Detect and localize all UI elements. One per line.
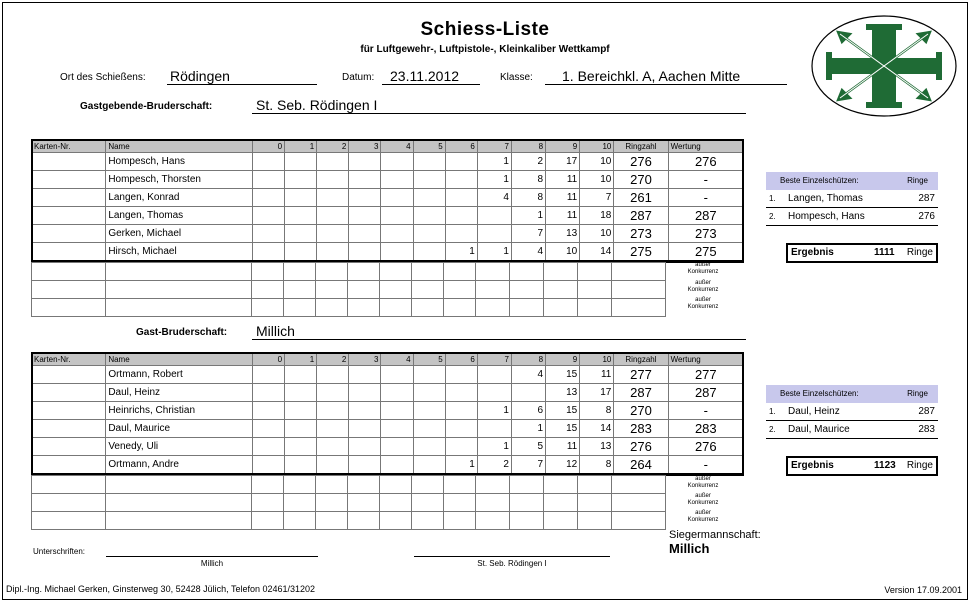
karten-cell [32, 225, 106, 243]
score-cell-1 [285, 207, 317, 225]
karten-cell [32, 384, 106, 402]
page-subtitle: für Luftgewehr-, Luftpistole-, Kleinkaliber Wettkampf [360, 44, 610, 55]
score-cell-0 [252, 225, 284, 243]
bruderschaft-logo-icon [810, 14, 958, 118]
score-cell-8: 5 [511, 438, 545, 456]
col-karten: Karten-Nr. [32, 140, 106, 153]
table-row [32, 207, 744, 225]
winner-label: Siegermannschaft: [669, 529, 761, 541]
score-cell-5 [413, 366, 445, 384]
score-cell-9: 12 [546, 456, 580, 474]
shooter-name: Hompesch, Thorsten [106, 171, 253, 189]
score-cell-10: 7 [580, 189, 614, 207]
col-score-8: 8 [511, 353, 545, 366]
shooter-name: Ortmann, Andre [106, 456, 253, 474]
col-score-6: 6 [445, 353, 477, 366]
signature-right: St. Seb. Rödingen I [477, 559, 547, 568]
wertung-cell: - [668, 171, 743, 189]
karten-cell [32, 153, 106, 171]
score-cell-3 [349, 225, 381, 243]
score-cell-10: 13 [580, 438, 614, 456]
score-cell-5 [413, 189, 445, 207]
table-row [32, 171, 744, 189]
score-cell-1 [285, 366, 317, 384]
score-cell-0 [252, 366, 284, 384]
score-cell-5 [413, 456, 445, 474]
score-cell-0 [252, 171, 284, 189]
shooter-name: Gerken, Michael [106, 225, 253, 243]
col-score-5: 5 [413, 140, 445, 153]
shooter-name: Daul, Heinz [106, 384, 253, 402]
karten-cell [32, 243, 106, 261]
score-cell-8: 7 [511, 225, 545, 243]
score-cell-10: 10 [580, 225, 614, 243]
score-cell-9: 17 [546, 153, 580, 171]
karten-cell [32, 171, 106, 189]
score-cell-9: 11 [546, 207, 580, 225]
ringzahl-cell: 264 [614, 456, 668, 474]
guest-best-row-1: 1. Daul, Heinz 287 [766, 403, 938, 421]
footer-credit: Dipl.-Ing. Michael Gerken, Ginsterweg 30, 52428 Jülich, Telefon 02461/31202 [6, 584, 316, 594]
ringzahl-cell: 275 [614, 243, 668, 261]
col-karten: Karten-Nr. [32, 353, 106, 366]
score-cell-8: 1 [511, 207, 545, 225]
ausser-konkurrenz-note: außer Konkurrenz [687, 280, 719, 293]
score-cell-6: 1 [445, 243, 477, 261]
table-row [32, 512, 666, 530]
ringzahl-cell: 273 [614, 225, 668, 243]
score-cell-10: 8 [580, 456, 614, 474]
ringzahl-cell: 270 [614, 402, 668, 420]
score-cell-0 [252, 402, 284, 420]
col-ringzahl: Ringzahl [614, 140, 668, 153]
score-cell-10: 14 [580, 243, 614, 261]
score-cell-10: 10 [580, 171, 614, 189]
wertung-cell: 287 [668, 207, 743, 225]
score-cell-3 [349, 171, 381, 189]
col-score-3: 3 [349, 140, 381, 153]
col-score-2: 2 [317, 353, 349, 366]
score-cell-6 [445, 366, 477, 384]
score-cell-2 [317, 225, 349, 243]
shooter-name: Langen, Thomas [106, 207, 253, 225]
score-cell-8: 4 [511, 243, 545, 261]
col-score-9: 9 [546, 353, 580, 366]
karten-cell [32, 366, 106, 384]
score-cell-5 [413, 402, 445, 420]
table-row [32, 402, 744, 420]
guest-team-label: Gast-Bruderschaft: [136, 327, 228, 338]
ringzahl-cell: 270 [614, 171, 668, 189]
score-cell-0 [252, 153, 284, 171]
col-name: Name [106, 353, 253, 366]
wertung-cell: 276 [668, 153, 743, 171]
score-cell-8: 4 [511, 366, 545, 384]
score-cell-4 [381, 420, 413, 438]
score-cell-9: 13 [546, 225, 580, 243]
score-cell-2 [317, 243, 349, 261]
score-cell-5 [413, 243, 445, 261]
score-cell-0 [252, 189, 284, 207]
home-score-table [31, 139, 744, 262]
score-cell-4 [381, 366, 413, 384]
score-cell-7 [477, 207, 511, 225]
score-cell-10: 18 [580, 207, 614, 225]
score-cell-2 [317, 402, 349, 420]
home-ergebnis: Ergebnis 1111 Ringe [786, 243, 938, 263]
ort-value: Rödingen [170, 68, 230, 84]
home-best-row-2: 2. Hompesch, Hans 276 [766, 208, 938, 226]
table-row [32, 456, 744, 474]
col-score-7: 7 [477, 353, 511, 366]
score-cell-0 [252, 243, 284, 261]
score-cell-6 [445, 225, 477, 243]
score-cell-7 [477, 366, 511, 384]
table-row [32, 299, 666, 317]
score-cell-1 [285, 420, 317, 438]
score-cell-6 [445, 402, 477, 420]
score-cell-3 [349, 207, 381, 225]
score-cell-5 [413, 420, 445, 438]
score-cell-5 [413, 225, 445, 243]
score-cell-1 [285, 456, 317, 474]
home-team-label: Gastgebende-Bruderschaft: [80, 101, 213, 112]
score-cell-9: 15 [546, 420, 580, 438]
score-cell-3 [349, 402, 381, 420]
score-cell-8: 2 [511, 153, 545, 171]
home-extra-rows [31, 262, 666, 317]
wertung-cell: - [668, 456, 743, 474]
klasse-value: 1. Bereichkl. A, Aachen Mitte [562, 68, 741, 84]
score-cell-7: 1 [477, 153, 511, 171]
table-row [32, 225, 744, 243]
datum-value: 23.11.2012 [390, 68, 460, 84]
table-row [32, 438, 744, 456]
score-cell-5 [413, 438, 445, 456]
shooter-name: Hompesch, Hans [106, 153, 253, 171]
col-score-4: 4 [381, 353, 413, 366]
score-cell-3 [349, 420, 381, 438]
score-cell-7 [477, 420, 511, 438]
score-cell-3 [349, 366, 381, 384]
ausser-konkurrenz-note: außer Konkurrenz [687, 297, 719, 310]
score-cell-6 [445, 189, 477, 207]
table-row [32, 476, 666, 494]
col-score-4: 4 [381, 140, 413, 153]
score-cell-0 [252, 207, 284, 225]
score-cell-2 [317, 420, 349, 438]
score-cell-4 [381, 243, 413, 261]
score-cell-8: 6 [511, 402, 545, 420]
table-row [32, 420, 744, 438]
score-cell-6 [445, 171, 477, 189]
karten-cell [32, 456, 106, 474]
wertung-cell: 283 [668, 420, 743, 438]
col-score-2: 2 [317, 140, 349, 153]
score-cell-1 [285, 402, 317, 420]
score-cell-2 [317, 207, 349, 225]
ringzahl-cell: 261 [614, 189, 668, 207]
score-cell-3 [349, 153, 381, 171]
table-row [32, 189, 744, 207]
score-cell-1 [285, 438, 317, 456]
col-score-0: 0 [252, 353, 284, 366]
karten-cell [32, 402, 106, 420]
winner-name: Millich [669, 541, 710, 556]
score-cell-4 [381, 456, 413, 474]
karten-cell [32, 189, 106, 207]
score-cell-0 [252, 384, 284, 402]
score-cell-5 [413, 384, 445, 402]
score-cell-5 [413, 153, 445, 171]
score-cell-2 [317, 384, 349, 402]
home-best-header: Beste Einzelschützen: Ringe [766, 172, 938, 190]
score-cell-0 [252, 456, 284, 474]
shooter-name: Venedy, Uli [106, 438, 253, 456]
col-score-10: 10 [580, 353, 614, 366]
ringzahl-cell: 276 [614, 438, 668, 456]
score-cell-1 [285, 225, 317, 243]
footer-version: Version 17.09.2001 [884, 585, 962, 595]
table-row [32, 494, 666, 512]
table-row [32, 263, 666, 281]
wertung-cell: 277 [668, 366, 743, 384]
col-score-1: 1 [285, 140, 317, 153]
score-cell-1 [285, 189, 317, 207]
score-cell-9: 11 [546, 171, 580, 189]
score-cell-7 [477, 225, 511, 243]
score-cell-10: 11 [580, 366, 614, 384]
score-cell-7: 1 [477, 402, 511, 420]
col-score-3: 3 [349, 353, 381, 366]
signatures-label: Unterschriften: [33, 547, 86, 556]
score-cell-4 [381, 384, 413, 402]
score-cell-4 [381, 225, 413, 243]
table-row [32, 153, 744, 171]
score-cell-1 [285, 171, 317, 189]
col-wertung: Wertung [668, 353, 743, 366]
score-cell-7 [477, 384, 511, 402]
col-name: Name [106, 140, 253, 153]
score-cell-6 [445, 420, 477, 438]
score-cell-9: 13 [546, 384, 580, 402]
score-cell-2 [317, 438, 349, 456]
shooter-name: Heinrichs, Christian [106, 402, 253, 420]
karten-cell [32, 420, 106, 438]
guest-score-table [31, 352, 744, 475]
score-cell-5 [413, 171, 445, 189]
score-cell-9: 11 [546, 189, 580, 207]
score-cell-7: 1 [477, 171, 511, 189]
score-cell-8: 1 [511, 420, 545, 438]
score-cell-6 [445, 438, 477, 456]
col-score-0: 0 [252, 140, 284, 153]
ringzahl-cell: 276 [614, 153, 668, 171]
wertung-cell: 276 [668, 438, 743, 456]
ausser-konkurrenz-note: außer Konkurrenz [687, 510, 719, 523]
score-cell-2 [317, 171, 349, 189]
karten-cell [32, 207, 106, 225]
score-cell-4 [381, 207, 413, 225]
ort-label: Ort des Schießens: [60, 72, 146, 83]
ringzahl-cell: 283 [614, 420, 668, 438]
score-cell-9: 10 [546, 243, 580, 261]
score-cell-10: 8 [580, 402, 614, 420]
col-score-5: 5 [413, 353, 445, 366]
col-score-8: 8 [511, 140, 545, 153]
wertung-cell: 275 [668, 243, 743, 261]
score-cell-10: 17 [580, 384, 614, 402]
col-score-1: 1 [285, 353, 317, 366]
col-score-6: 6 [445, 140, 477, 153]
signature-left: Millich [200, 559, 224, 568]
score-cell-10: 10 [580, 153, 614, 171]
score-cell-2 [317, 366, 349, 384]
score-cell-0 [252, 438, 284, 456]
ringzahl-cell: 287 [614, 207, 668, 225]
score-cell-1 [285, 153, 317, 171]
score-cell-1 [285, 384, 317, 402]
ausser-konkurrenz-note: außer Konkurrenz [687, 262, 719, 275]
wertung-cell: 287 [668, 384, 743, 402]
score-cell-3 [349, 243, 381, 261]
score-cell-8: 7 [511, 456, 545, 474]
shooter-name: Ortmann, Robert [106, 366, 253, 384]
col-wertung: Wertung [668, 140, 743, 153]
score-cell-5 [413, 207, 445, 225]
page-title: Schiess-Liste [420, 19, 550, 40]
guest-best-row-2: 2. Daul, Maurice 283 [766, 421, 938, 439]
col-score-7: 7 [477, 140, 511, 153]
score-cell-6 [445, 384, 477, 402]
score-cell-7: 1 [477, 243, 511, 261]
score-cell-6 [445, 153, 477, 171]
score-cell-7: 1 [477, 438, 511, 456]
score-cell-3 [349, 438, 381, 456]
table-row [32, 366, 744, 384]
home-team-name: St. Seb. Rödingen I [256, 97, 378, 113]
score-cell-3 [349, 189, 381, 207]
ausser-konkurrenz-note: außer Konkurrenz [687, 493, 719, 506]
guest-extra-rows [31, 475, 666, 530]
table-row [32, 243, 744, 261]
score-cell-9: 11 [546, 438, 580, 456]
score-cell-3 [349, 456, 381, 474]
guest-best-header: Beste Einzelschützen: Ringe [766, 385, 938, 403]
score-cell-7: 2 [477, 456, 511, 474]
ringzahl-cell: 287 [614, 384, 668, 402]
shooter-name: Hirsch, Michael [106, 243, 253, 261]
wertung-cell: 273 [668, 225, 743, 243]
score-cell-8 [511, 384, 545, 402]
score-cell-4 [381, 153, 413, 171]
score-cell-8: 8 [511, 171, 545, 189]
home-best-row-1: 1. Langen, Thomas 287 [766, 190, 938, 208]
ausser-konkurrenz-note: außer Konkurrenz [687, 476, 719, 489]
shooter-name: Daul, Maurice [106, 420, 253, 438]
score-cell-2 [317, 456, 349, 474]
guest-team-name: Millich [256, 323, 295, 339]
score-cell-4 [381, 171, 413, 189]
score-cell-7: 4 [477, 189, 511, 207]
table-row [32, 384, 744, 402]
score-cell-9: 15 [546, 402, 580, 420]
klasse-label: Klasse: [500, 72, 533, 83]
karten-cell [32, 438, 106, 456]
score-cell-10: 14 [580, 420, 614, 438]
wertung-cell: - [668, 189, 743, 207]
score-cell-6: 1 [445, 456, 477, 474]
table-row [32, 281, 666, 299]
guest-ergebnis: Ergebnis 1123 Ringe [786, 456, 938, 476]
col-score-10: 10 [580, 140, 614, 153]
ringzahl-cell: 277 [614, 366, 668, 384]
score-cell-4 [381, 438, 413, 456]
datum-label: Datum: [342, 72, 375, 83]
score-cell-8: 8 [511, 189, 545, 207]
score-cell-3 [349, 384, 381, 402]
score-cell-1 [285, 243, 317, 261]
score-cell-9: 15 [546, 366, 580, 384]
score-cell-4 [381, 402, 413, 420]
score-cell-4 [381, 189, 413, 207]
wertung-cell: - [668, 402, 743, 420]
score-cell-6 [445, 207, 477, 225]
col-ringzahl: Ringzahl [614, 353, 668, 366]
col-score-9: 9 [546, 140, 580, 153]
shooter-name: Langen, Konrad [106, 189, 253, 207]
score-cell-0 [252, 420, 284, 438]
score-cell-2 [317, 189, 349, 207]
score-cell-2 [317, 153, 349, 171]
